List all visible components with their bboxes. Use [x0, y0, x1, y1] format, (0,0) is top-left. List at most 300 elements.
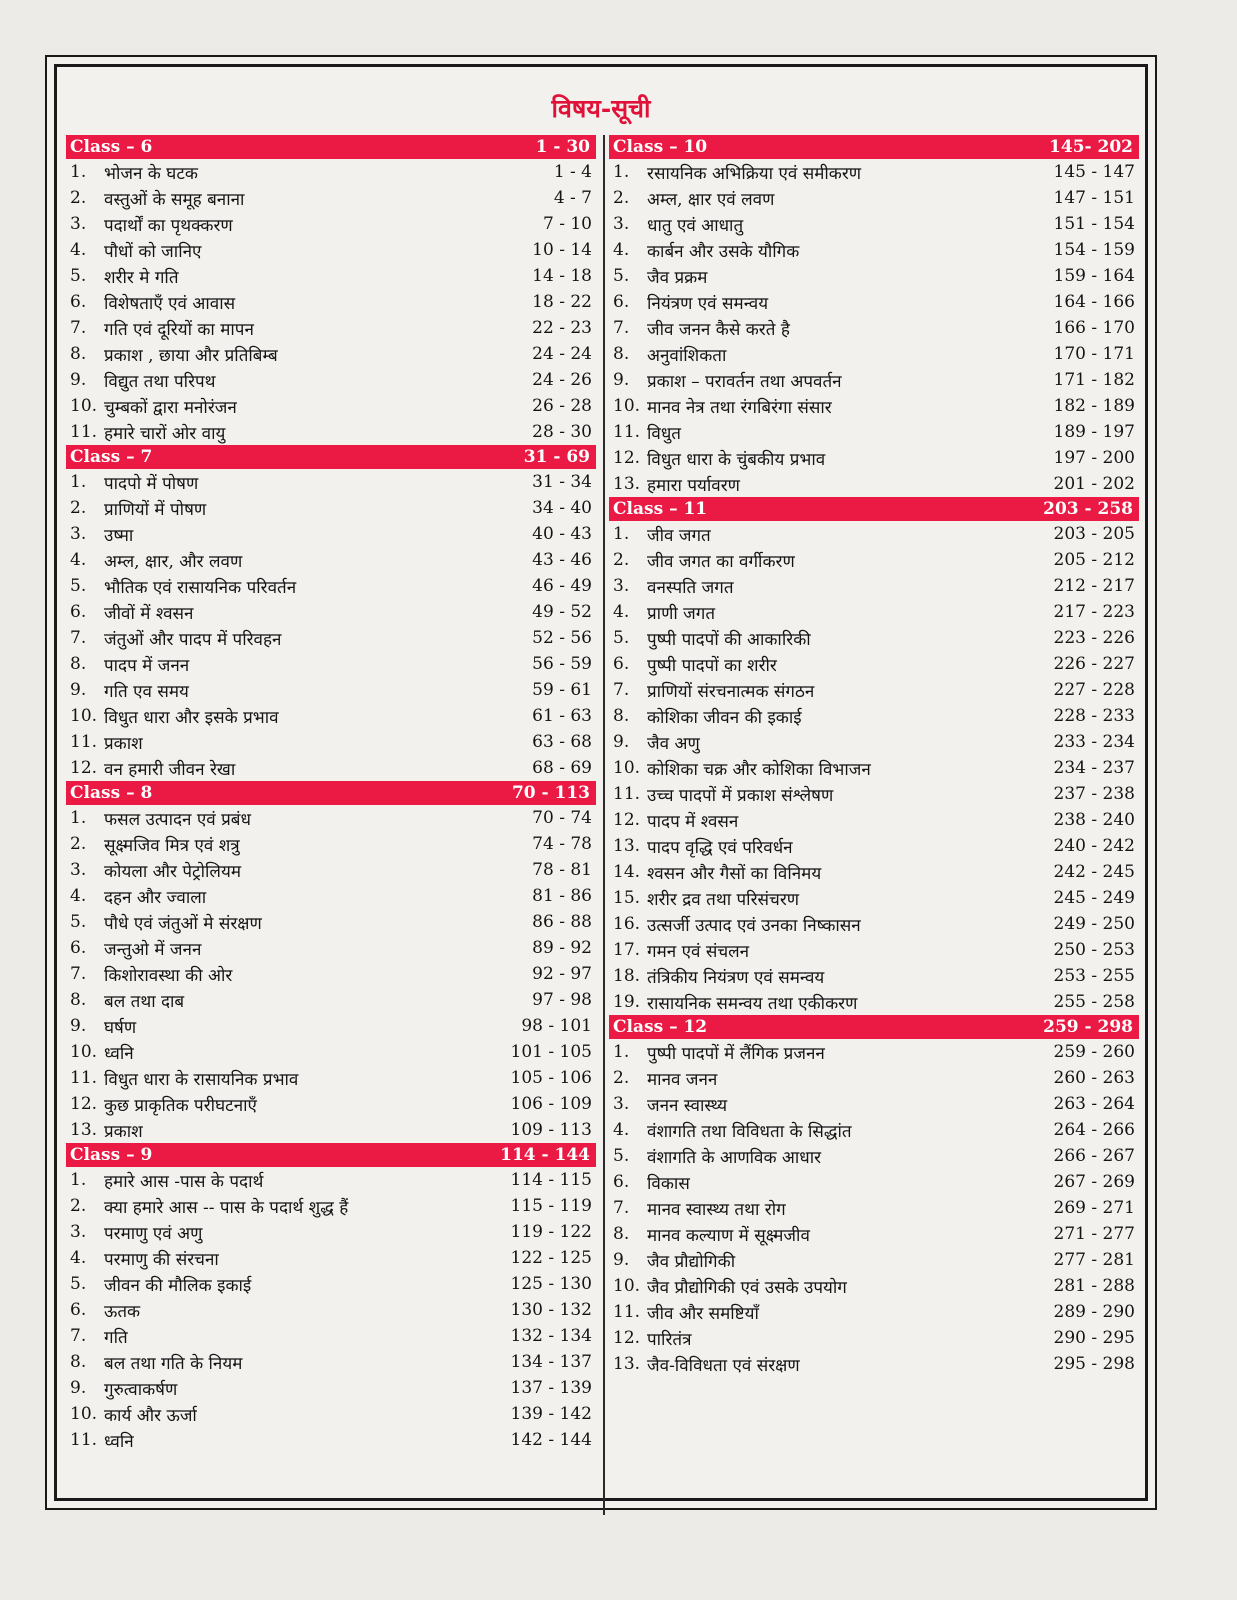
- entry-pages: 269 - 271: [1053, 1198, 1135, 1218]
- toc-entry[interactable]: [609, 547, 1139, 573]
- entry-title: विधुत धारा के चुंबकीय प्रभाव: [647, 449, 826, 470]
- entry-title: जीवन की मौलिक इकाई: [104, 1275, 252, 1296]
- entry-pages: 43 - 46: [532, 550, 592, 570]
- entry-title: ध्वनि: [104, 1431, 134, 1452]
- entry-number: 6.: [613, 292, 630, 312]
- left-column: [66, 135, 596, 1453]
- entry-pages: 4 - 7: [553, 188, 592, 208]
- class-page-range: 1 - 30: [535, 137, 590, 157]
- entry-number: 10.: [70, 706, 98, 726]
- entry-number: 7.: [70, 628, 87, 648]
- entry-title: मानव स्वास्थ्य तथा रोग: [647, 1199, 786, 1220]
- entry-title: घर्षण: [104, 1017, 137, 1038]
- entry-title: अनुवांशिकता: [647, 345, 727, 366]
- entry-number: 11.: [613, 784, 641, 804]
- toc-entry[interactable]: [66, 883, 596, 909]
- toc-entry[interactable]: [609, 1247, 1139, 1273]
- entry-pages: 114 - 115: [510, 1170, 592, 1190]
- entry-pages: 290 - 295: [1053, 1328, 1135, 1348]
- toc-entry[interactable]: [66, 1271, 596, 1297]
- entry-title: जन्तुओ में जनन: [104, 939, 202, 960]
- toc-entry[interactable]: [66, 1167, 596, 1193]
- class-page-range: 70 - 113: [511, 783, 590, 803]
- toc-entry[interactable]: [66, 729, 596, 755]
- entry-pages: 101 - 105: [510, 1042, 592, 1062]
- toc-entry[interactable]: [66, 831, 596, 857]
- entry-number: 11.: [70, 1068, 98, 1088]
- entry-title: प्रकाश: [104, 1121, 143, 1142]
- toc-entry[interactable]: [66, 469, 596, 495]
- toc-entry[interactable]: [609, 859, 1139, 885]
- entry-title: हमारे आस -पास के पदार्थ: [104, 1171, 264, 1192]
- entry-title: गमन एवं संचलन: [647, 941, 750, 962]
- toc-entry[interactable]: [609, 625, 1139, 651]
- toc-entry[interactable]: [609, 521, 1139, 547]
- toc-entry[interactable]: [66, 341, 596, 367]
- entry-pages: 139 - 142: [510, 1404, 592, 1424]
- toc-entry[interactable]: [609, 703, 1139, 729]
- entry-pages: 97 - 98: [532, 990, 592, 1010]
- entry-number: 19.: [613, 992, 641, 1012]
- entry-pages: 24 - 26: [532, 370, 592, 390]
- entry-title: धातु एवं आधातु: [647, 215, 744, 236]
- entry-title: वनस्पति जगत: [647, 577, 734, 598]
- entry-pages: 281 - 288: [1053, 1276, 1135, 1296]
- entry-title: मानव नेत्र तथा रंगबिरंगा संसार: [647, 397, 832, 418]
- entry-number: 10.: [613, 758, 641, 778]
- entry-pages: 46 - 49: [532, 576, 592, 596]
- toc-entry[interactable]: [609, 445, 1139, 471]
- toc-entry[interactable]: [66, 1013, 596, 1039]
- entry-number: 5.: [613, 1146, 630, 1166]
- entry-title: अम्ल, क्षार, और लवण: [104, 551, 243, 572]
- entry-title: उच्च पादपों में प्रकाश संश्लेषण: [647, 785, 834, 806]
- entry-number: 11.: [70, 732, 98, 752]
- entry-pages: 26 - 28: [532, 396, 592, 416]
- entry-pages: 223 - 226: [1053, 628, 1135, 648]
- toc-entry[interactable]: [66, 703, 596, 729]
- entry-title: पदार्थों का पृथक्करण: [104, 215, 233, 236]
- toc-entry[interactable]: [609, 341, 1139, 367]
- toc-entry[interactable]: [66, 1065, 596, 1091]
- toc-entry[interactable]: [609, 729, 1139, 755]
- class-section-header: [66, 781, 596, 805]
- toc-entry[interactable]: [66, 1349, 596, 1375]
- entry-pages: 7 - 10: [543, 214, 592, 234]
- entry-number: 3.: [613, 576, 630, 596]
- entry-title: प्राणियों में पोषण: [104, 499, 207, 520]
- entry-number: 5.: [70, 1274, 87, 1294]
- toc-entry[interactable]: [66, 1091, 596, 1117]
- entry-number: 4.: [70, 886, 87, 906]
- toc-entry[interactable]: [66, 289, 596, 315]
- entry-pages: 78 - 81: [532, 860, 592, 880]
- entry-pages: 263 - 264: [1053, 1094, 1135, 1114]
- entry-number: 14.: [613, 862, 641, 882]
- toc-entry[interactable]: [609, 185, 1139, 211]
- entry-title: भौतिक एवं रासायनिक परिवर्तन: [104, 577, 297, 598]
- entry-number: 9.: [613, 370, 630, 390]
- entry-number: 12.: [70, 758, 98, 778]
- entry-title: जैव-विविधता एवं संरक्षण: [647, 1355, 800, 1376]
- entry-pages: 142 - 144: [510, 1430, 592, 1450]
- entry-title: हमारा पर्यावरण: [647, 475, 740, 496]
- toc-entry[interactable]: [66, 935, 596, 961]
- entry-pages: 98 - 101: [521, 1016, 592, 1036]
- entry-number: 1.: [613, 1042, 630, 1062]
- entry-pages: 171 - 182: [1053, 370, 1135, 390]
- entry-pages: 245 - 249: [1053, 888, 1135, 908]
- toc-entry[interactable]: [609, 1117, 1139, 1143]
- entry-number: 11.: [70, 1430, 98, 1450]
- toc-entry[interactable]: [66, 1245, 596, 1271]
- entry-pages: 266 - 267: [1053, 1146, 1135, 1166]
- entry-pages: 145 - 147: [1053, 162, 1135, 182]
- toc-entry[interactable]: [66, 1039, 596, 1065]
- entry-number: 9.: [70, 1016, 87, 1036]
- entry-pages: 253 - 255: [1053, 966, 1135, 986]
- toc-entry[interactable]: [66, 1401, 596, 1427]
- toc-entry[interactable]: [609, 885, 1139, 911]
- toc-entry[interactable]: [609, 1143, 1139, 1169]
- toc-entry[interactable]: [66, 599, 596, 625]
- toc-entry[interactable]: [66, 1193, 596, 1219]
- toc-entry[interactable]: [66, 1117, 596, 1143]
- entry-pages: 259 - 260: [1053, 1042, 1135, 1062]
- entry-title: नियंत्रण एवं समन्वय: [647, 293, 769, 314]
- entry-pages: 238 - 240: [1053, 810, 1135, 830]
- entry-pages: 134 - 137: [510, 1352, 592, 1372]
- class-page-range: 31 - 69: [523, 447, 590, 467]
- toc-entry[interactable]: [609, 211, 1139, 237]
- entry-pages: 255 - 258: [1053, 992, 1135, 1012]
- entry-pages: 14 - 18: [532, 266, 592, 286]
- toc-entry[interactable]: [609, 989, 1139, 1015]
- entry-number: 2.: [613, 1068, 630, 1088]
- entry-pages: 86 - 88: [532, 912, 592, 932]
- entry-title: वंशागति तथा विविधता के सिद्धांत: [647, 1121, 852, 1142]
- entry-title: प्राणियों संरचनात्मक संगठन: [647, 681, 815, 702]
- entry-pages: 154 - 159: [1053, 240, 1135, 260]
- toc-entry[interactable]: [66, 805, 596, 831]
- entry-pages: 212 - 217: [1053, 576, 1135, 596]
- entry-number: 13.: [613, 1354, 641, 1374]
- entry-title: कुछ प्राकृतिक परीघटनाएँ: [104, 1095, 257, 1116]
- entry-pages: 52 - 56: [532, 628, 592, 648]
- toc-entry[interactable]: [609, 781, 1139, 807]
- toc-entry[interactable]: [66, 185, 596, 211]
- entry-pages: 18 - 22: [532, 292, 592, 312]
- toc-entry[interactable]: [609, 315, 1139, 341]
- class-section-header: [66, 135, 596, 159]
- entry-pages: 260 - 263: [1053, 1068, 1135, 1088]
- entry-number: 8.: [70, 990, 87, 1010]
- entry-pages: 295 - 298: [1053, 1354, 1135, 1374]
- entry-title: गुरुत्वाकर्षण: [104, 1379, 178, 1400]
- entry-title: चुम्बकों द्वारा मनोरंजन: [104, 397, 237, 418]
- entry-title: विधुत: [647, 423, 681, 444]
- toc-entry[interactable]: [66, 315, 596, 341]
- toc-entry[interactable]: [66, 1297, 596, 1323]
- entry-title: विशेषताएँ एवं आवास: [104, 293, 236, 314]
- toc-entry[interactable]: [66, 625, 596, 651]
- entry-pages: 170 - 171: [1053, 344, 1135, 364]
- entry-pages: 109 - 113: [510, 1120, 592, 1140]
- entry-pages: 205 - 212: [1053, 550, 1135, 570]
- entry-number: 7.: [70, 1326, 87, 1346]
- toc-entry[interactable]: [66, 263, 596, 289]
- entry-pages: 92 - 97: [532, 964, 592, 984]
- entry-pages: 289 - 290: [1053, 1302, 1135, 1322]
- entry-title: जीव और समष्टियाँ: [647, 1303, 759, 1324]
- entry-title: रसायनिक अभिक्रिया एवं समीकरण: [647, 163, 862, 184]
- entry-pages: 10 - 14: [532, 240, 592, 260]
- entry-number: 6.: [70, 1300, 87, 1320]
- toc-entry[interactable]: [609, 1039, 1139, 1065]
- entry-title: जीवों में श्वसन: [104, 603, 194, 624]
- toc-entry[interactable]: [66, 211, 596, 237]
- entry-title: जैव अणु: [647, 733, 700, 754]
- entry-title: शरीर द्रव तथा परिसंचरण: [647, 889, 800, 910]
- entry-title: पारितंत्र: [647, 1329, 692, 1350]
- toc-entry[interactable]: [609, 289, 1139, 315]
- entry-number: 11.: [613, 422, 641, 442]
- entry-pages: 22 - 23: [532, 318, 592, 338]
- toc-entry[interactable]: [609, 471, 1139, 497]
- entry-number: 6.: [70, 602, 87, 622]
- entry-title: वंशागति के आणविक आधार: [647, 1147, 822, 1168]
- toc-entry[interactable]: [609, 419, 1139, 445]
- entry-title: पुष्पी पादपों में लैंगिक प्रजनन: [647, 1043, 825, 1064]
- entry-number: 6.: [613, 1172, 630, 1192]
- entry-number: 9.: [613, 1250, 630, 1270]
- entry-pages: 68 - 69: [532, 758, 592, 778]
- entry-pages: 227 - 228: [1053, 680, 1135, 700]
- entry-number: 9.: [70, 370, 87, 390]
- class-page-range: 259 - 298: [1043, 1017, 1133, 1037]
- class-label: Class – 12: [613, 1017, 708, 1037]
- entry-pages: 61 - 63: [532, 706, 592, 726]
- entry-title: वस्तुओं के समूह बनाना: [104, 189, 245, 210]
- entry-title: फसल उत्पादन एवं प्रबंध: [104, 809, 251, 830]
- entry-title: दहन और ज्वाला: [104, 887, 207, 908]
- entry-number: 1.: [70, 1170, 87, 1190]
- toc-entry[interactable]: [609, 911, 1139, 937]
- toc-entry[interactable]: [609, 937, 1139, 963]
- class-section-header: [609, 1015, 1139, 1039]
- toc-entry[interactable]: [609, 651, 1139, 677]
- entry-pages: 28 - 30: [532, 422, 592, 442]
- toc-entry[interactable]: [66, 495, 596, 521]
- entry-title: पुष्पी पादपों का शरीर: [647, 655, 777, 676]
- entry-title: विधुत धारा और इसके प्रभाव: [104, 707, 279, 728]
- entry-pages: 119 - 122: [510, 1222, 592, 1242]
- entry-title: बल तथा गति के नियम: [104, 1353, 243, 1374]
- entry-title: मानव कल्याण में सूक्ष्मजीव: [647, 1225, 810, 1246]
- entry-number: 6.: [70, 292, 87, 312]
- toc-entry[interactable]: [66, 419, 596, 445]
- entry-title: विधुत धारा के रासायनिक प्रभाव: [104, 1069, 299, 1090]
- toc-entry[interactable]: [66, 547, 596, 573]
- class-label: Class – 11: [613, 499, 708, 519]
- entry-number: 3.: [70, 1222, 87, 1242]
- entry-number: 8.: [70, 344, 87, 364]
- entry-number: 3.: [613, 1094, 630, 1114]
- entry-title: गति एवं दूरियों का मापन: [104, 319, 254, 340]
- toc-entry[interactable]: [66, 573, 596, 599]
- entry-title: कोशिका चक्र और कोशिका विभाजन: [647, 759, 871, 780]
- entry-pages: 70 - 74: [532, 808, 592, 828]
- entry-pages: 249 - 250: [1053, 914, 1135, 934]
- toc-entry[interactable]: [609, 599, 1139, 625]
- entry-number: 13.: [70, 1120, 98, 1140]
- entry-pages: 182 - 189: [1053, 396, 1135, 416]
- entry-pages: 228 - 233: [1053, 706, 1135, 726]
- entry-title: पौधों को जानिए: [104, 241, 202, 262]
- toc-entry[interactable]: [609, 263, 1139, 289]
- entry-title: परमाणु की संरचना: [104, 1249, 219, 1270]
- class-section-header: [609, 135, 1139, 159]
- toc-entry[interactable]: [609, 573, 1139, 599]
- entry-pages: 250 - 253: [1053, 940, 1135, 960]
- toc-entry[interactable]: [66, 755, 596, 781]
- class-label: Class – 7: [70, 447, 153, 467]
- toc-entry[interactable]: [66, 677, 596, 703]
- entry-number: 3.: [70, 860, 87, 880]
- entry-number: 8.: [613, 1224, 630, 1244]
- entry-number: 8.: [613, 706, 630, 726]
- entry-pages: 271 - 277: [1053, 1224, 1135, 1244]
- toc-entry[interactable]: [66, 237, 596, 263]
- toc-entry[interactable]: [66, 1219, 596, 1245]
- toc-entry[interactable]: [66, 367, 596, 393]
- toc-entry[interactable]: [609, 807, 1139, 833]
- entry-pages: 49 - 52: [532, 602, 592, 622]
- toc-entry[interactable]: [609, 1299, 1139, 1325]
- entry-title: प्रकाश , छाया और प्रतिबिम्ब: [104, 345, 278, 366]
- entry-number: 18.: [613, 966, 641, 986]
- entry-pages: 59 - 61: [532, 680, 592, 700]
- toc-entry[interactable]: [609, 833, 1139, 859]
- toc-entry[interactable]: [609, 367, 1139, 393]
- toc-entry[interactable]: [66, 521, 596, 547]
- toc-entry[interactable]: [66, 987, 596, 1013]
- toc-entry[interactable]: [609, 1065, 1139, 1091]
- entry-pages: 147 - 151: [1053, 188, 1135, 208]
- entry-pages: 132 - 134: [510, 1326, 592, 1346]
- entry-title: गति एव समय: [104, 681, 189, 702]
- entry-pages: 164 - 166: [1053, 292, 1135, 312]
- entry-title: बल तथा दाब: [104, 991, 185, 1012]
- entry-pages: 106 - 109: [510, 1094, 592, 1114]
- toc-entry[interactable]: [609, 1325, 1139, 1351]
- entry-title: कार्बन और उसके यौगिक: [647, 241, 800, 262]
- toc-entry[interactable]: [609, 677, 1139, 703]
- toc-entry[interactable]: [66, 393, 596, 419]
- toc-entry[interactable]: [66, 159, 596, 185]
- toc-entry[interactable]: [66, 961, 596, 987]
- toc-entry[interactable]: [66, 857, 596, 883]
- toc-entry[interactable]: [66, 1427, 596, 1453]
- entry-title: रासायनिक समन्वय तथा एकीकरण: [647, 993, 858, 1014]
- class-label: Class – 8: [70, 783, 153, 803]
- entry-title: विकास: [647, 1173, 690, 1194]
- entry-title: जनन स्वास्थ्य: [647, 1095, 728, 1116]
- entry-number: 7.: [70, 964, 87, 984]
- entry-number: 16.: [613, 914, 641, 934]
- class-label: Class – 6: [70, 137, 153, 157]
- entry-pages: 24 - 24: [532, 344, 592, 364]
- toc-entry[interactable]: [609, 1351, 1139, 1377]
- entry-pages: 240 - 242: [1053, 836, 1135, 856]
- entry-title: हमारे चारों ओर वायु: [104, 423, 226, 444]
- entry-title: परमाणु एवं अणु: [104, 1223, 203, 1244]
- entry-number: 2.: [613, 188, 630, 208]
- class-page-range: 114 - 144: [500, 1145, 590, 1165]
- toc-entry[interactable]: [609, 963, 1139, 989]
- entry-pages: 89 - 92: [532, 938, 592, 958]
- entry-title: शरीर मे गति: [104, 267, 179, 288]
- entry-pages: 31 - 34: [532, 472, 592, 492]
- entry-number: 2.: [70, 498, 87, 518]
- entry-title: पौधे एवं जंतुओं मे संरक्षण: [104, 913, 262, 934]
- toc-entry[interactable]: [609, 1273, 1139, 1299]
- entry-title: जैव प्रौद्योगिकी: [647, 1251, 736, 1272]
- entry-pages: 189 - 197: [1053, 422, 1135, 442]
- toc-entry[interactable]: [66, 909, 596, 935]
- entry-title: कोयला और पेट्रोलियम: [104, 861, 241, 882]
- entry-number: 4.: [613, 1120, 630, 1140]
- entry-pages: 237 - 238: [1053, 784, 1135, 804]
- entry-number: 2.: [70, 188, 87, 208]
- column-divider: [603, 135, 605, 1515]
- toc-entry[interactable]: [609, 393, 1139, 419]
- class-label: Class – 10: [613, 137, 708, 157]
- toc-entry[interactable]: [609, 1169, 1139, 1195]
- entry-pages: 74 - 78: [532, 834, 592, 854]
- entry-number: 8.: [70, 654, 87, 674]
- entry-number: 7.: [613, 1198, 630, 1218]
- toc-entry[interactable]: [609, 1091, 1139, 1117]
- entry-number: 8.: [613, 344, 630, 364]
- toc-entry[interactable]: [609, 1195, 1139, 1221]
- entry-number: 12.: [613, 810, 641, 830]
- toc-entry[interactable]: [609, 1221, 1139, 1247]
- toc-entry[interactable]: [609, 755, 1139, 781]
- toc-entry[interactable]: [609, 237, 1139, 263]
- entry-title: उष्मा: [104, 525, 134, 546]
- toc-entry[interactable]: [66, 1323, 596, 1349]
- entry-number: 7.: [70, 318, 87, 338]
- entry-title: सूक्ष्मजिव मित्र एवं शत्रु: [104, 835, 240, 856]
- class-section-header: [66, 445, 596, 469]
- entry-number: 10.: [70, 1042, 98, 1062]
- entry-number: 3.: [70, 214, 87, 234]
- toc-entry[interactable]: [609, 159, 1139, 185]
- entry-title: ऊतक: [104, 1301, 141, 1322]
- entry-number: 5.: [613, 266, 630, 286]
- entry-title: प्रकाश – परावर्तन तथा अपवर्तन: [647, 371, 842, 392]
- entry-title: उत्सर्जी उत्पाद एवं उनका निष्कासन: [647, 915, 861, 936]
- entry-pages: 277 - 281: [1053, 1250, 1135, 1270]
- entry-pages: 234 - 237: [1053, 758, 1135, 778]
- entry-title: पादप वृद्धि एवं परिवर्धन: [647, 837, 793, 858]
- toc-entry[interactable]: [66, 1375, 596, 1401]
- entry-pages: 56 - 59: [532, 654, 592, 674]
- entry-number: 13.: [613, 836, 641, 856]
- toc-entry[interactable]: [66, 651, 596, 677]
- entry-number: 11.: [613, 1302, 641, 1322]
